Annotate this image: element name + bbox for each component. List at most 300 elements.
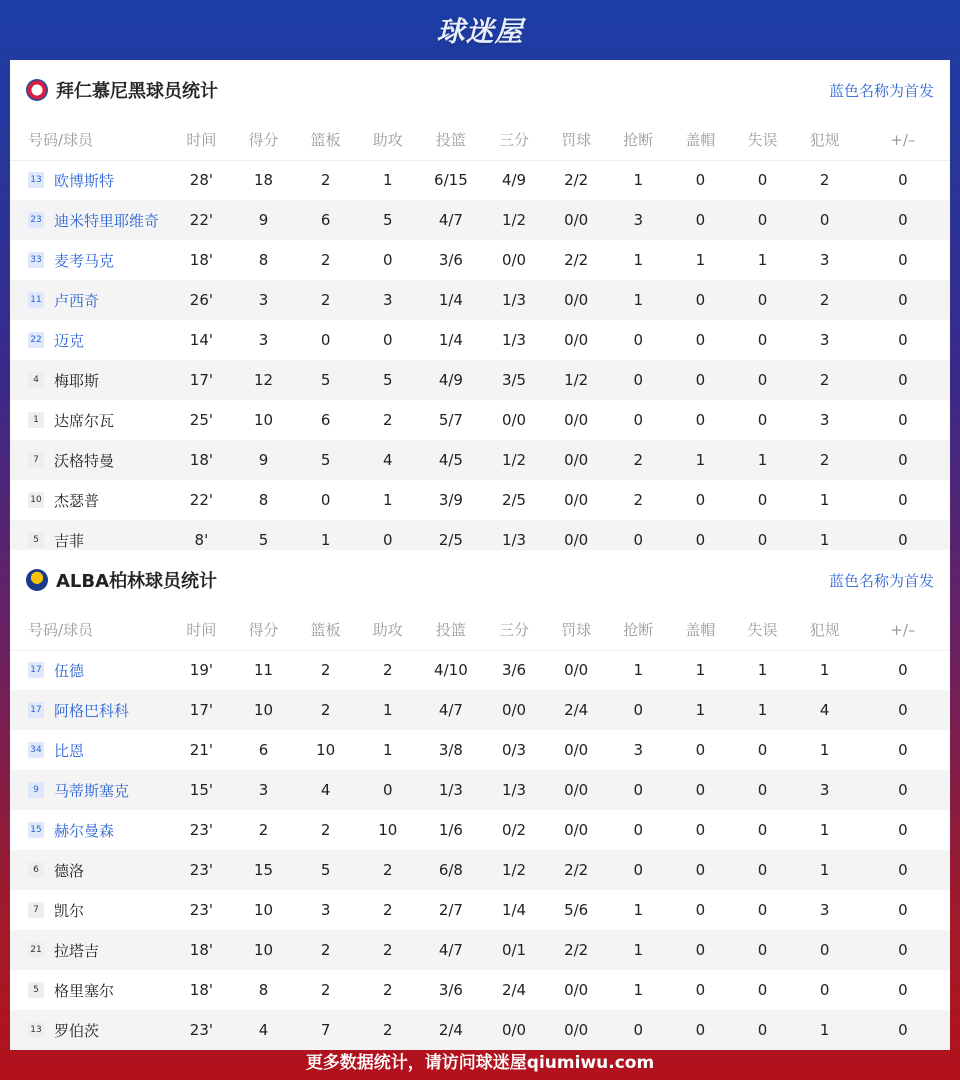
stat-cell: 0 [819,981,830,999]
stat-cell: 1 [633,291,644,309]
stat-cell: 0 [757,291,768,309]
table-row [10,200,950,240]
player-cell [10,360,170,400]
column-header: 助攻 [357,120,419,160]
stat-cell: 0 [695,1021,706,1039]
stat-cell: 1/2 [501,211,527,229]
stat-cell: 0 [695,901,706,919]
stat-cell: 0 [898,211,908,229]
player-name[interactable]: 伍德 [54,661,85,680]
player-cell [10,890,170,930]
stat-cell: 0 [898,981,908,999]
stat-cell: 0/0 [564,661,589,680]
player-name[interactable]: 麦考马克 [54,251,115,270]
stat-cell: 0 [695,291,706,309]
stat-cell: 1/3 [501,331,527,349]
stat-cell: 4/7 [438,211,463,229]
table-row [10,650,950,690]
stat-cell: 0 [633,1021,644,1039]
team-stats-card-bayern [10,60,950,550]
stat-cell: 0 [898,371,908,389]
column-header: 盖帽 [669,610,731,650]
stat-cell: 2 [633,451,644,469]
stat-cell: 1 [382,741,393,759]
player-name[interactable]: 阿格巴科科 [54,701,130,720]
table-row [10,970,950,1010]
jersey-number-badge: 5 [28,982,44,998]
stat-cell: 4 [819,701,830,719]
stat-cell: 18' [189,981,213,999]
table-row [10,690,950,730]
stat-cell: 1 [819,741,830,759]
stat-cell: 28' [189,171,213,190]
stat-cell: 19' [189,661,213,680]
stat-cell: 5 [382,371,393,389]
stat-cell: 1/4 [501,901,527,919]
stat-cell: 2 [258,821,269,839]
stat-cell: 0 [898,701,908,719]
stat-cell: 0 [320,491,331,509]
table-header-row [10,610,950,650]
stat-cell: 8 [258,981,269,999]
stat-cell: 3 [633,741,644,759]
column-header: 得分 [232,120,294,160]
team-stats-card-alba [10,550,950,1040]
stat-cell: 0 [757,171,768,190]
stat-cell: 2 [382,941,393,959]
stat-cell: 3 [258,781,269,799]
stat-cell: 23' [189,1021,213,1039]
jersey-number-badge: 34 [28,742,44,758]
stat-cell: 0 [757,531,768,549]
stat-cell: 2/2 [564,171,589,190]
stat-cell: 23' [189,861,213,879]
stat-cell: 1 [320,531,331,549]
stat-cell: 1 [382,171,393,190]
stat-cell: 0 [757,901,768,919]
column-header: 失误 [731,120,793,160]
stat-cell: 4/7 [438,701,463,719]
column-header: 助攻 [357,610,419,650]
stat-cell: 0/0 [564,291,589,309]
stat-cell: 0 [695,491,706,509]
column-header: 篮板 [295,120,357,160]
column-header: 盖帽 [669,120,731,160]
stat-cell: 2/5 [501,491,527,509]
stat-cell: 3 [633,211,644,229]
player-name[interactable]: 卢西奇 [54,291,100,310]
player-name: 格里塞尔 [54,981,115,1000]
stat-cell: 4/7 [438,941,463,959]
stat-cell: 0 [633,701,644,719]
stat-cell: 1 [633,981,644,999]
player-cell [10,650,170,690]
stat-cell: 0 [633,781,644,799]
stat-cell: 0 [757,411,768,429]
player-name: 拉塔吉 [54,941,100,960]
stat-cell: 2/2 [564,861,589,879]
table-header-row [10,120,950,160]
column-header: 投篮 [419,120,483,160]
stat-cell: 5/6 [564,901,589,919]
stat-cell: 2 [819,171,830,190]
stat-cell: 1 [633,661,644,680]
column-header: 时间 [170,610,232,650]
stat-cell: 0 [898,741,908,759]
jersey-number-badge: 7 [28,902,44,918]
table-row [10,890,950,930]
column-header: 篮板 [295,610,357,650]
stat-cell: 2 [320,701,331,719]
stat-cell: 1 [382,491,393,509]
player-stats-table [10,120,950,560]
table-row [10,930,950,970]
stat-cell: 0 [898,451,908,469]
stat-cell: 0 [633,821,644,839]
stat-cell: 0/0 [564,781,589,799]
table-row [10,850,950,890]
stat-cell: 0 [757,941,768,959]
stat-cell: 3/6 [438,251,463,269]
stat-cell: 0 [633,861,644,879]
stat-cell: 1 [819,491,830,509]
jersey-number-badge: 21 [28,942,44,958]
stat-cell: 22' [189,211,213,229]
stat-cell: 0 [898,491,908,509]
stat-cell: 1 [633,901,644,919]
stat-cell: 1/2 [501,451,527,469]
stat-cell: 0 [757,211,768,229]
player-cell [10,930,170,970]
jersey-number-badge: 11 [28,292,44,308]
stat-cell: 0/0 [564,981,589,999]
stat-cell: 18' [189,251,213,269]
stat-cell: 17' [189,701,213,719]
player-name[interactable]: 马蒂斯塞克 [54,781,130,800]
stat-cell: 0 [898,661,908,680]
stat-cell: 1 [633,171,644,190]
jersey-number-badge: 1 [28,412,44,428]
stat-cell: 1 [819,661,830,680]
jersey-number-badge: 33 [28,252,44,268]
player-cell [10,850,170,890]
stat-cell: 0 [382,531,393,549]
stat-cell: 1/3 [438,781,463,799]
stat-cell: 2/4 [564,701,589,719]
stat-cell: 0 [382,781,393,799]
player-name: 沃格特曼 [54,451,115,470]
stat-cell: 1/2 [564,371,589,389]
stat-cell: 0 [633,411,644,429]
stat-cell: 3/5 [501,371,527,389]
stat-cell: 2/2 [564,941,589,959]
stat-cell: 2/5 [438,531,463,549]
column-header: +/– [856,610,950,650]
stat-cell: 8' [194,531,209,549]
stat-cell: 25' [189,411,213,429]
stat-cell: 0 [695,861,706,879]
jersey-number-badge: 9 [28,782,44,798]
player-name[interactable]: 欧博斯特 [54,171,115,190]
player-cell [10,280,170,320]
stat-cell: 22' [189,491,213,509]
jersey-number-badge: 13 [28,1022,44,1038]
column-header: 抢断 [607,610,669,650]
column-header: 得分 [232,610,294,650]
player-stats-table [10,610,950,1050]
stat-cell: 0 [695,371,706,389]
stat-cell: 0 [898,781,908,799]
stat-cell: 0 [695,171,706,190]
stat-cell: 3 [819,251,830,269]
stat-cell: 4/10 [434,661,468,680]
stat-cell: 0 [898,901,908,919]
player-cell [10,690,170,730]
player-cell [10,770,170,810]
stat-cell: 3/6 [501,661,527,680]
stat-cell: 2 [320,251,331,269]
stat-cell: 11 [253,661,274,680]
stat-cell: 6 [320,411,331,429]
stat-cell: 0 [757,1021,768,1039]
stat-cell: 4 [320,781,331,799]
stat-cell: 1 [757,451,768,469]
brand-logo: 球迷屋 [436,15,524,48]
stat-cell: 3 [382,291,393,309]
team-header [10,550,950,610]
player-name: 凯尔 [54,901,85,920]
table-row [10,360,950,400]
stat-cell: 9 [258,451,269,469]
stat-cell: 3 [819,331,830,349]
jersey-number-badge: 5 [28,532,44,548]
stat-cell: 0/0 [564,531,589,549]
table-row [10,810,950,850]
team-header [10,60,950,120]
stat-cell: 3 [819,781,830,799]
stat-cell: 0/0 [564,331,589,349]
stat-cell: 0/0 [501,1021,527,1039]
stat-cell: 0/0 [564,821,589,839]
team-title: 拜仁慕尼黑球员统计 [56,81,218,102]
stat-cell: 0/0 [564,451,589,469]
player-cell [10,970,170,1010]
stat-cell: 15 [253,861,274,879]
jersey-number-badge: 17 [28,702,44,718]
stat-cell: 2 [320,981,331,999]
stat-cell: 10 [253,701,274,719]
table-row [10,280,950,320]
stat-cell: 0 [898,531,908,549]
stat-cell: 26' [189,291,213,309]
player-cell [10,240,170,280]
stat-cell: 3 [258,291,269,309]
stat-cell: 1 [819,1021,830,1039]
player-cell [10,440,170,480]
stat-cell: 2 [819,451,830,469]
stat-cell: 18' [189,451,213,469]
player-cell [10,730,170,770]
table-row [10,730,950,770]
stat-cell: 0 [695,941,706,959]
stat-cell: 0 [757,371,768,389]
stat-cell: 3 [320,901,331,919]
stat-cell: 1 [695,661,706,680]
stat-cell: 0 [898,331,908,349]
stat-cell: 2 [320,171,331,190]
stat-cell: 8 [258,251,269,269]
alba-logo-icon [26,569,48,591]
column-header: 号码/球员 [10,610,170,650]
stat-cell: 2/4 [438,1021,463,1039]
stat-cell: 1 [819,821,830,839]
stat-cell: 0 [898,171,908,190]
player-cell [10,320,170,360]
stat-cell: 17' [189,371,213,389]
stat-cell: 3/9 [438,491,463,509]
stat-cell: 14' [189,331,213,349]
stat-cell: 12 [253,371,274,389]
player-cell [10,160,170,200]
column-header: 三分 [483,610,545,650]
stat-cell: 1 [819,861,830,879]
stat-cell: 8 [258,491,269,509]
stat-cell: 0 [898,251,908,269]
stat-cell: 23' [189,901,213,919]
jersey-number-badge: 13 [28,172,44,188]
stat-cell: 6/8 [438,861,463,879]
stat-cell: 5 [258,531,269,549]
stat-cell: 1 [757,251,768,269]
player-name[interactable]: 比恩 [54,741,85,760]
stat-cell: 3/8 [438,741,463,759]
stat-cell: 0 [695,331,706,349]
footer-banner[interactable]: 更多数据统计，请访问球迷屋qiumiwu.com [305,1052,655,1073]
stat-cell: 0 [819,941,830,959]
stat-cell: 0 [757,491,768,509]
stat-cell: 0 [695,741,706,759]
stat-cell: 23' [189,821,213,839]
stat-cell: 0 [320,331,331,349]
column-header: 罚球 [545,120,607,160]
stat-cell: 0/0 [564,211,589,229]
stat-cell: 2 [382,411,393,429]
starter-legend: 蓝色名称为首发 [828,571,934,590]
player-name[interactable]: 迈克 [54,331,85,350]
stat-cell: 3/6 [438,981,463,999]
stat-cell: 2 [382,901,393,919]
stat-cell: 18 [253,171,274,190]
stat-cell: 2 [320,821,331,839]
stat-cell: 0 [819,211,830,229]
jersey-number-badge: 7 [28,452,44,468]
stat-cell: 0/0 [564,411,589,429]
stat-cell: 6 [258,741,269,759]
team-title: ALBA柏林球员统计 [56,571,218,592]
stat-cell: 0/0 [564,491,589,509]
stat-cell: 1/3 [501,531,527,549]
jersey-number-badge: 23 [28,212,44,228]
player-name[interactable]: 迪米特里耶维奇 [54,211,160,230]
stat-cell: 0 [382,251,393,269]
player-name[interactable]: 赫尔曼森 [54,821,115,840]
stat-cell: 5 [320,451,331,469]
stat-cell: 2 [382,1021,393,1039]
table-row [10,480,950,520]
stat-cell: 0 [633,331,644,349]
stat-cell: 4/9 [438,371,463,389]
player-name: 吉菲 [54,531,85,550]
stat-cell: 1 [757,701,768,719]
stat-cell: 6 [320,211,331,229]
stat-cell: 1 [633,941,644,959]
column-header: 三分 [483,120,545,160]
stat-cell: 0 [898,1021,908,1039]
stat-cell: 1/4 [438,291,463,309]
stat-cell: 10 [316,741,336,759]
player-cell [10,400,170,440]
table-row [10,400,950,440]
stat-cell: 6/15 [434,171,468,190]
stat-cell: 0 [898,941,908,959]
stat-cell: 7 [320,1021,331,1039]
column-header: 犯规 [794,120,856,160]
stat-cell: 0 [695,411,706,429]
stat-cell: 0 [757,781,768,799]
stat-cell: 4/9 [501,171,527,190]
stat-cell: 10 [253,941,274,959]
player-name: 梅耶斯 [54,371,100,390]
stat-cell: 5 [320,861,331,879]
stat-cell: 0/0 [501,701,527,719]
stat-cell: 2 [320,941,331,959]
stat-cell: 0 [898,411,908,429]
stat-cell: 0 [695,781,706,799]
stat-cell: 1/2 [501,861,527,879]
stat-cell: 2/7 [438,901,463,919]
jersey-number-badge: 6 [28,862,44,878]
stat-cell: 4 [382,451,393,469]
stat-cell: 0 [695,211,706,229]
jersey-number-badge: 4 [28,372,44,388]
stat-cell: 0 [757,821,768,839]
stat-cell: 2 [633,491,644,509]
table-row [10,770,950,810]
stat-cell: 2 [819,291,830,309]
stat-cell: 0/0 [564,1021,589,1039]
stat-cell: 1/3 [501,291,527,309]
player-name: 达席尔瓦 [54,411,115,430]
stat-cell: 2 [320,661,331,680]
bayern-logo-icon [26,79,48,101]
starter-legend: 蓝色名称为首发 [828,81,934,100]
stat-cell: 0 [633,531,644,549]
player-cell [10,480,170,520]
jersey-number-badge: 22 [28,332,44,348]
table-row [10,320,950,360]
stat-cell: 1/6 [438,821,463,839]
stat-cell: 3 [258,331,269,349]
stat-cell: 4/5 [438,451,463,469]
stat-cell: 2 [819,371,830,389]
stat-cell: 1 [695,701,706,719]
stat-cell: 0 [695,981,706,999]
stat-cell: 0 [382,331,393,349]
player-cell [10,200,170,240]
stat-cell: 1 [819,531,830,549]
stat-cell: 1 [633,251,644,269]
player-name: 罗伯茨 [54,1021,100,1040]
